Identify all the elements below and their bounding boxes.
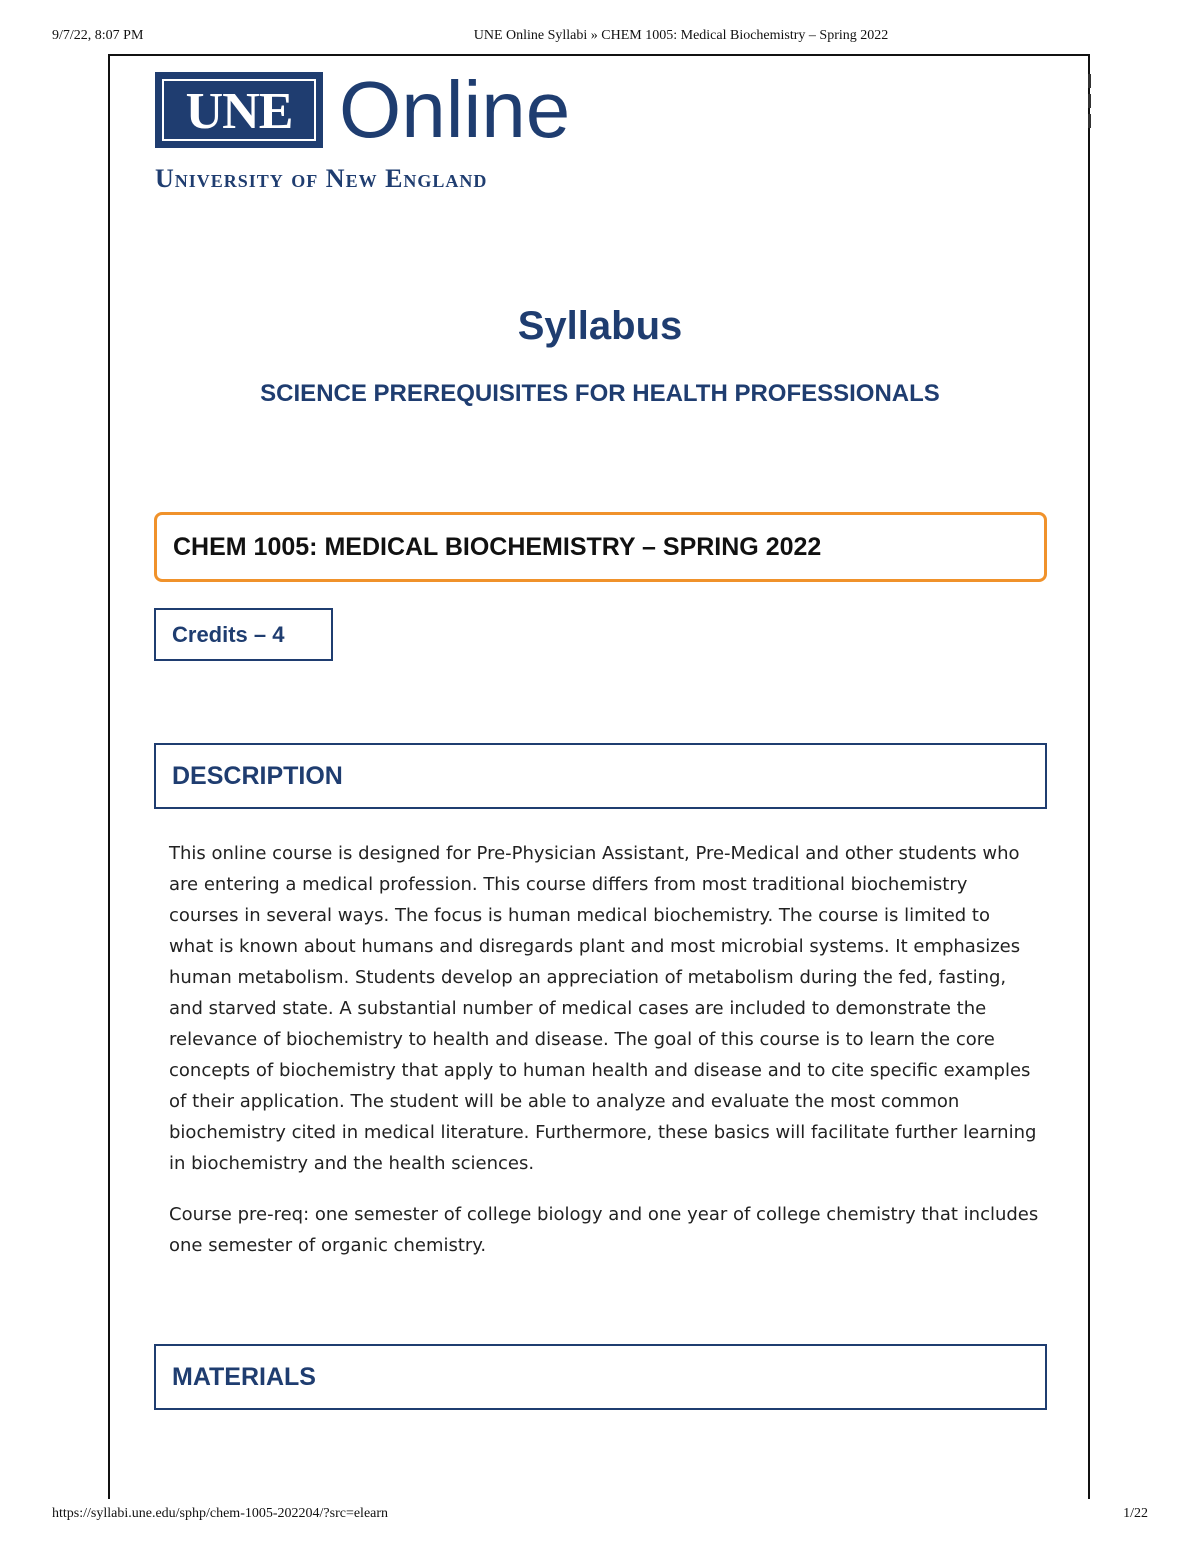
description-paragraph: This online course is designed for Pre-Physician Assistant, Pre-Medical and other students who are entering a medical profession. This course differs from most traditional biochemistry courses in several ways. The focus is human medical biochemistry. The course is limited to what is known about humans and disregards plant and most microbial systems. It emphasizes human metabolism. Students develop an appreciation of metabolism during the fed, fasting, and starved state. A substantial number of medical cases are included to demonstrate the relevance of biochemistry to health and disease. The goal of this course is to learn the core concepts of biochemistry that apply to human health and disease and to cite specific examples of their application. The student will be able to analyze and evaluate the most common biochemistry cited in medical literature. Furthermore, these basics will facilitate further learning in biochemistry and the health sciences.	[169, 843, 1037, 1174]
materials-heading: MATERIALS	[154, 1344, 1047, 1410]
university-name: University of New England	[155, 164, 488, 193]
credits-badge: Credits – 4	[154, 608, 333, 661]
une-logo-box	[155, 72, 323, 148]
une-online-logo[interactable]	[155, 65, 615, 193]
page-title: Syllabus	[517, 304, 683, 348]
print-url: https://syllabi.une.edu/sphp/chem-1005-202204/?src=elearn	[52, 1506, 389, 1521]
page-number: 1/22	[1123, 1506, 1148, 1521]
program-subtitle: SCIENCE PREREQUISITES FOR HEALTH PROFESSIONALS	[260, 380, 940, 407]
scrollbar[interactable]	[1088, 74, 1094, 154]
une-logo-text: UNE	[162, 79, 316, 141]
online-logo-text: Online	[339, 65, 571, 154]
print-header	[0, 28, 1200, 50]
course-title: CHEM 1005: MEDICAL BIOCHEMISTRY – SPRING 2022	[154, 512, 1047, 582]
print-datetime: 9/7/22, 8:07 PM	[52, 28, 144, 43]
print-page-title: UNE Online Syllabi » CHEM 1005: Medical Biochemistry – Spring 2022	[473, 28, 889, 43]
prerequisite-paragraph: Course pre-req: one semester of college biology and one year of college chemistry that includes one semester of organic chemistry.	[169, 1204, 1039, 1256]
description-heading: DESCRIPTION	[154, 743, 1047, 809]
print-footer	[0, 1506, 1200, 1528]
description-body	[169, 838, 1039, 1281]
